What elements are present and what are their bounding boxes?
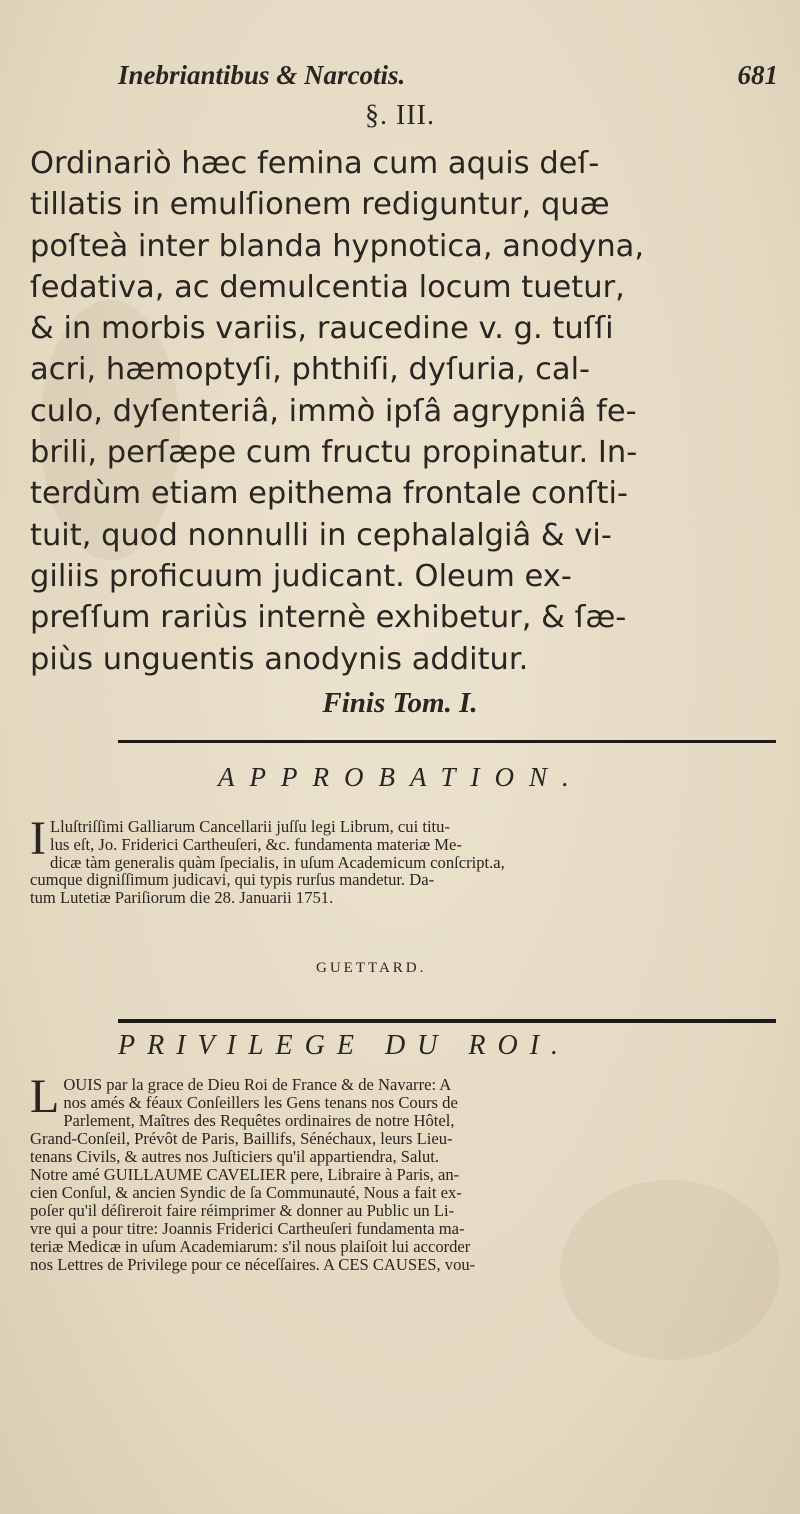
- text-line: preſſum rariùs internè exhibetur, & ſæ-: [30, 600, 627, 636]
- text-line: culo, dyſenteriâ, immò ipſâ agrypniâ fe-: [30, 393, 637, 429]
- drop-cap: I: [30, 812, 46, 865]
- text-line: Parlement, Maîtres des Requêtes ordinaires de notre Hôtel,: [63, 1111, 455, 1131]
- approbation-heading: APPROBATION.: [218, 762, 584, 792]
- text-line: nos Lettres de Privilege pour ce néceſſaires. A CES CAUSES, vou-: [30, 1255, 476, 1275]
- text-line: acri, hæmoptyſi, phthiſi, dyſuria, cal-: [30, 352, 591, 388]
- text-line: Grand-Conſeil, Prévôt de Paris, Baillifs, Sénéchaux, leurs Lieu-: [30, 1129, 453, 1149]
- text-line: tuit, quod nonnulli in cephalalgiâ & vi-: [30, 517, 612, 553]
- page-number: 681: [737, 60, 778, 90]
- text-line: piùs unguentis anodynis additur.: [30, 641, 529, 677]
- privilege-heading: PRIVILEGE DU ROI.: [118, 1030, 571, 1061]
- text-line: poſteà inter blanda hypnotica, anodyna,: [30, 228, 645, 264]
- text-line: ſedativa, ac demulcentia locum tuetur,: [30, 269, 625, 305]
- text-line: vre qui a pour titre: Joannis Friderici Cartheuſeri fundamenta ma-: [30, 1219, 465, 1239]
- section-number: §. III.: [365, 100, 435, 131]
- text-line: cumque digniſſimum judicavi, qui typis rurſus mandetur. Da-: [30, 870, 435, 890]
- running-head-title: Inebriantibus & Narcotis.: [118, 60, 406, 90]
- text-line: cien Conſul, & ancien Syndic de ſa Communauté, Nous a fait ex-: [30, 1183, 462, 1203]
- text-line: lus eſt, Jo. Friderici Cartheuſeri, &c. fundamenta materiæ Me-: [49, 834, 462, 854]
- text-line: brili, perſæpe cum fructu propinatur. In-: [30, 435, 638, 471]
- text-line: Notre amé GUILLAUME CAVELIER pere, Libraire à Paris, an-: [30, 1165, 460, 1185]
- running-head: [118, 60, 778, 94]
- approbation-paragraph: [30, 812, 770, 908]
- approbation-signature: GUETTARD.: [316, 960, 427, 976]
- text-line: Ordinariò hæc femina cum aquis deſ-: [30, 146, 600, 181]
- text-line: terdùm etiam epithema frontale conſti-: [30, 476, 628, 512]
- text-line: giliis proficuum judicant. Oleum ex-: [30, 558, 572, 594]
- privilege-paragraph: [30, 1070, 770, 1275]
- divider-rule: [118, 740, 776, 743]
- text-line: tenans Civils, & autres nos Juſticiers qu'il appartiendra, Salut.: [30, 1147, 440, 1167]
- text-line: nos amés & féaux Conſeillers les Gens tenans nos Cours de: [63, 1093, 458, 1113]
- text-line: OUIS par la grace de Dieu Roi de France & de Navarre: A: [63, 1075, 452, 1094]
- text-line: & in morbis variis, raucedine v. g. tuſſi: [30, 311, 614, 347]
- text-line: dicæ tàm generalis quàm ſpecialis, in uſum Academicum conſcript.a,: [49, 852, 505, 872]
- finis-line: Finis Tom. I.: [322, 687, 478, 719]
- text-line: tum Lutetiæ Pariſiorum die 28. Januarii 1751.: [30, 888, 334, 908]
- text-line: teriæ Medicæ in uſum Academiarum: s'il nous plaiſoit lui accorder: [30, 1237, 471, 1257]
- text-line: poſer qu'il déſireroit faire réimprimer & donner au Public un Li-: [30, 1201, 455, 1221]
- text-line: tillatis in emulſionem rediguntur, quæ: [30, 187, 610, 223]
- divider-rule: [118, 1019, 776, 1023]
- text-line: Lluſtriſſimi Galliarum Cancellarii juſſu legi Librum, cui titu-: [49, 817, 450, 836]
- drop-cap: L: [30, 1070, 60, 1123]
- body-paragraph: [30, 143, 770, 680]
